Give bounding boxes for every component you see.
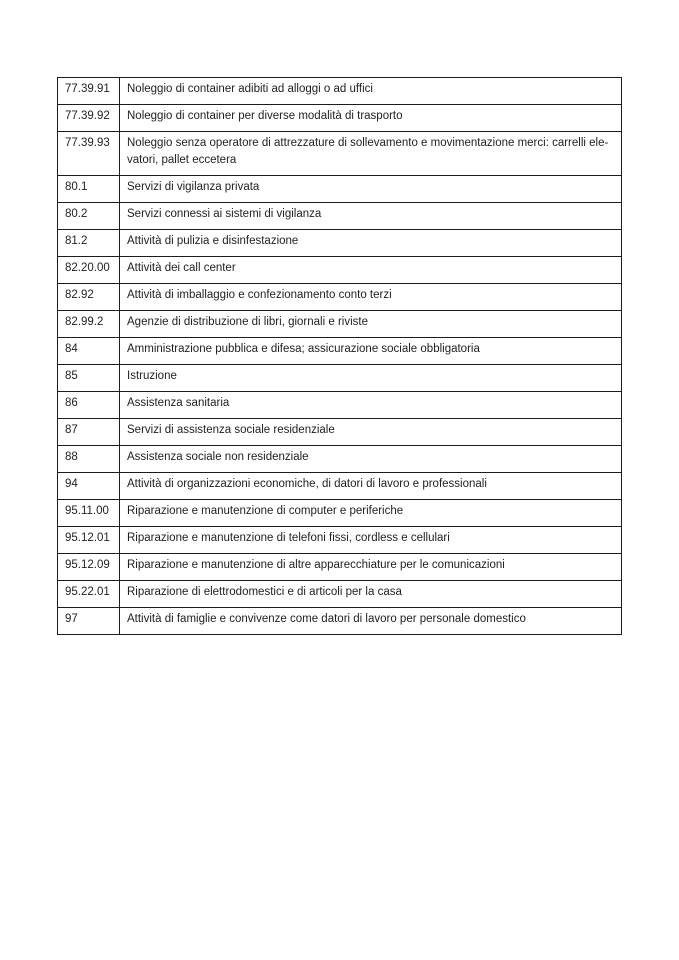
description-cell: Assistenza sociale non residenziale <box>120 446 622 473</box>
table-row <box>58 527 622 554</box>
description-cell: Riparazione di elettrodomestici e di articoli per la casa <box>120 581 622 608</box>
code-cell: 77.39.93 <box>58 132 120 176</box>
table-row <box>58 581 622 608</box>
code-cell: 80.1 <box>58 176 120 203</box>
table-row <box>58 554 622 581</box>
description-cell: Attività di imballaggio e confezionamento conto terzi <box>120 284 622 311</box>
description-cell: Agenzie di distribuzione di libri, giornali e riviste <box>120 311 622 338</box>
description-cell: Amministrazione pubblica e difesa; assicurazione sociale obbligatoria <box>120 338 622 365</box>
description-cell: Attività dei call center <box>120 257 622 284</box>
description-cell: Istruzione <box>120 365 622 392</box>
code-cell: 95.12.09 <box>58 554 120 581</box>
code-cell: 82.92 <box>58 284 120 311</box>
code-cell: 82.20.00 <box>58 257 120 284</box>
description-cell: Riparazione e manutenzione di telefoni fissi, cordless e cellulari <box>120 527 622 554</box>
table-row <box>58 473 622 500</box>
table-row <box>58 392 622 419</box>
code-cell: 84 <box>58 338 120 365</box>
code-cell: 94 <box>58 473 120 500</box>
table-row <box>58 500 622 527</box>
table-row <box>58 176 622 203</box>
table-row <box>58 284 622 311</box>
table-row <box>58 230 622 257</box>
table-row <box>58 311 622 338</box>
code-cell: 80.2 <box>58 203 120 230</box>
table-row <box>58 257 622 284</box>
code-cell: 77.39.91 <box>58 78 120 105</box>
code-cell: 87 <box>58 419 120 446</box>
table-row <box>58 78 622 105</box>
code-cell: 86 <box>58 392 120 419</box>
table-row <box>58 446 622 473</box>
description-cell: Attività di pulizia e disinfestazione <box>120 230 622 257</box>
code-cell: 88 <box>58 446 120 473</box>
code-cell: 95.12.01 <box>58 527 120 554</box>
code-cell: 82.99.2 <box>58 311 120 338</box>
code-cell: 77.39.92 <box>58 105 120 132</box>
table-row <box>58 419 622 446</box>
activity-codes-table-body <box>58 78 622 635</box>
description-cell: Attività di famiglie e convivenze come datori di lavoro per personale domestico <box>120 608 622 635</box>
description-cell: Servizi di vigilanza privata <box>120 176 622 203</box>
code-cell: 95.22.01 <box>58 581 120 608</box>
description-cell: Riparazione e manutenzione di altre apparecchiature per le comunicazioni <box>120 554 622 581</box>
code-cell: 85 <box>58 365 120 392</box>
table-row <box>58 338 622 365</box>
description-cell: Servizi connessi ai sistemi di vigilanza <box>120 203 622 230</box>
table-row <box>58 365 622 392</box>
table-row <box>58 608 622 635</box>
code-cell: 97 <box>58 608 120 635</box>
table-row <box>58 132 622 176</box>
description-cell: Noleggio di container adibiti ad alloggi o ad uffici <box>120 78 622 105</box>
description-cell: Servizi di assistenza sociale residenziale <box>120 419 622 446</box>
description-cell: Assistenza sanitaria <box>120 392 622 419</box>
description-cell: Noleggio di container per diverse modalità di trasporto <box>120 105 622 132</box>
table-row <box>58 105 622 132</box>
code-cell: 95.11.00 <box>58 500 120 527</box>
table-row <box>58 203 622 230</box>
description-cell: Attività di organizzazioni economiche, di datori di lavoro e professionali <box>120 473 622 500</box>
description-cell: Noleggio senza operatore di attrezzature di sollevamento e movimentazione merci: carrelli elevatori, pallet eccetera <box>120 132 622 176</box>
activity-codes-table <box>57 77 622 635</box>
code-cell: 81.2 <box>58 230 120 257</box>
description-cell: Riparazione e manutenzione di computer e periferiche <box>120 500 622 527</box>
